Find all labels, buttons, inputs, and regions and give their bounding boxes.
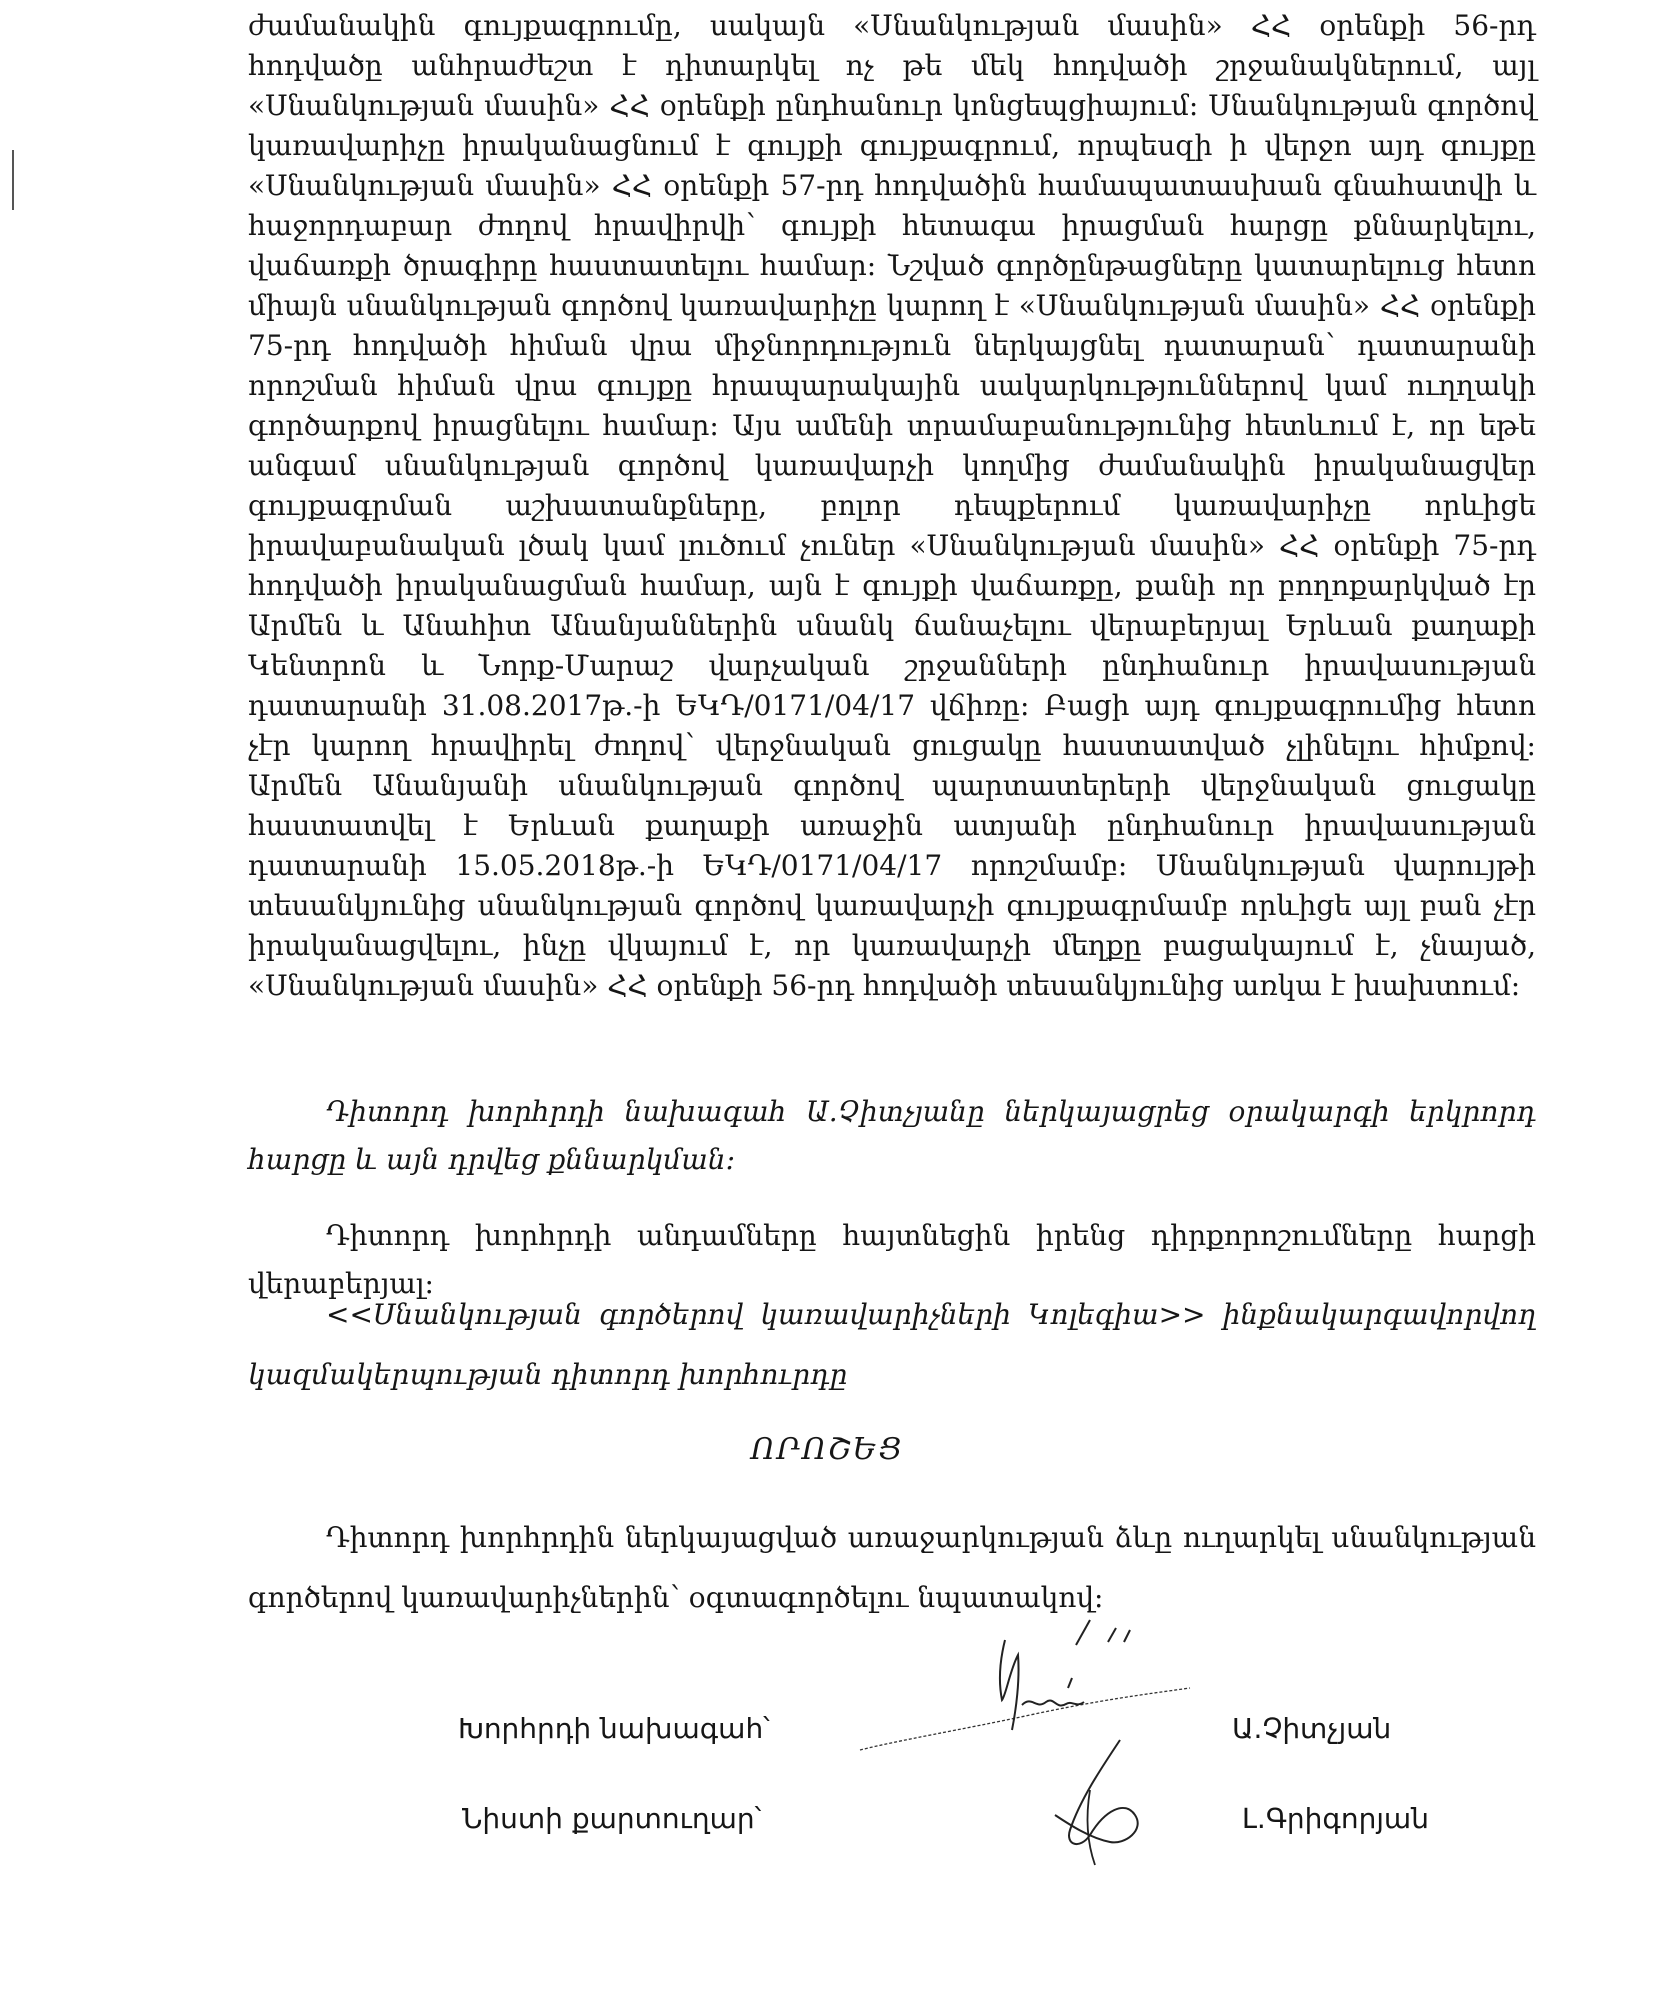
secretary-name: Լ.Գրիգորյան (1242, 1802, 1429, 1835)
chair-role-label: Խորհրդի նախագահ՝ (458, 1712, 770, 1745)
secretary-role-label: Նիստի քարտուղար՝ (462, 1802, 762, 1835)
continuation-paragraph: ժամանակին գույքագրումը, սակայն «Սնանկության մասին» ՀՀ օրենքի 56-րդ հոդվածը անհրաժեշտ է դիտարկել ոչ թե մեկ հոդվածի շրջանակներում, այլ «Սնանկության մասին» ՀՀ օրենքի ընդհանուր կոնցեպցիայում: Սնանկության գործով կառավարիչը իրականացնում է գույքի գույքագրում, որպեսզի ի վերջո այդ գույքը «Սնանկության մասին» ՀՀ օրենքի 57-րդ հոդվածին համապատասխան գնահատվի և հաջորդաբար ժողով հրավիրվի՝ գույքի հետագա իրացման հարցը քննարկելու, վաճառքի ծրագիրը հաստատելու համար: Նշված գործընթացները կատարելուց հետո միայն սնանկության գործով կառավարիչը կարող է «Սնանկության մասին» ՀՀ օրենքի 75-րդ հոդվածի հիման վրա միջնորդություն ներկայցնել դատարան՝ դատարանի որոշման հիման վրա գույքը հրապարակային սակարկություններով կամ ուղղակի գործարքով իրացնելու համար: Այս ամենի տրամաբանությունից հետևում է, որ եթե անգամ սնանկության գործով կառավարչի կողմից ժամանակին իրականացվեր գույքագրման աշխատանքները, բոլոր դեպքերում կառավարիչը որևիցե իրավաբանական լծակ կամ լուծում չուներ «Սնանկության մասին» ՀՀ օրենքի 75-րդ հոդվածի իրականացման համար, այն է գույքի վաճառքը, քանի որ բողոքարկված էր Արմեն և Անահիտ Անանյաններին սնանկ ճանաչելու վերաբերյալ Երևան քաղաքի Կենտրոն և Նորք-Մարաշ վարչական շրջանների ընդհանուր իրավասության դատարանի 31.08.2017թ.-ի ԵԿԴ/0171/04/17 վճիռը: Բացի այդ գույքագրումից հետո չէր կարող հրավիրել ժողով՝ վերջնական ցուցակը հաստատված չլինելու հիմքով: Արմեն Անանյանի սնանկության գործով պարտատերերի վերջնական ցուցակը հաստատվել է Երևան քաղաքի առաջին ատյանի ընդհանուր իրավասության դատարանի 15.05.2018թ.-ի ԵԿԴ/0171/04/17 որոշմամբ: Սնանկության վարույթի տեսանկյունից սնանկության գործով կառավարչի գույքագրմամբ որևիցե այլ բան չէր իրականացվելու, ինչը վկայում է, որ կառավարչի մեղքը բացակայում է, չնայած, «Սնանկության մասին» ՀՀ օրենքի 56-րդ հոդվածի տեսանկյունից առկա է խախտում: (248, 9, 1536, 1002)
margin-mark (12, 150, 14, 210)
members-statement-paragraph: Դիտորդ խորհրդի անդամները հայտնեցին իրենց դիրքորոշումները հարցի վերաբերյալ: (248, 1219, 1536, 1300)
council-name-paragraph: <<Սնանկության գործերով կառավարիչների Կոլեգիա>> ինքնակարգավորվող կազմակերպության դիտորդ խորհուրդը (248, 1298, 1536, 1391)
decision-paragraph: Դիտորդ խորհրդին ներկայացված առաջարկության ձևը ուղարկել սնանկության գործերով կառավարիչներին՝ օգտագործելու նպատակով: (248, 1521, 1536, 1614)
chair-name: Ա.Չիտչյան (1232, 1712, 1392, 1745)
chairman-intro-paragraph: Դիտորդ խորհրդի նախագահ Ա.Չիտչյանը ներկայացրեց օրակարգի երկրորդ հարցը և այն դրվեց քննարկման: (248, 1095, 1536, 1176)
secretary-signature (1030, 1730, 1160, 1870)
decision-heading: ՈՐՈՇԵՑ (750, 1432, 904, 1467)
